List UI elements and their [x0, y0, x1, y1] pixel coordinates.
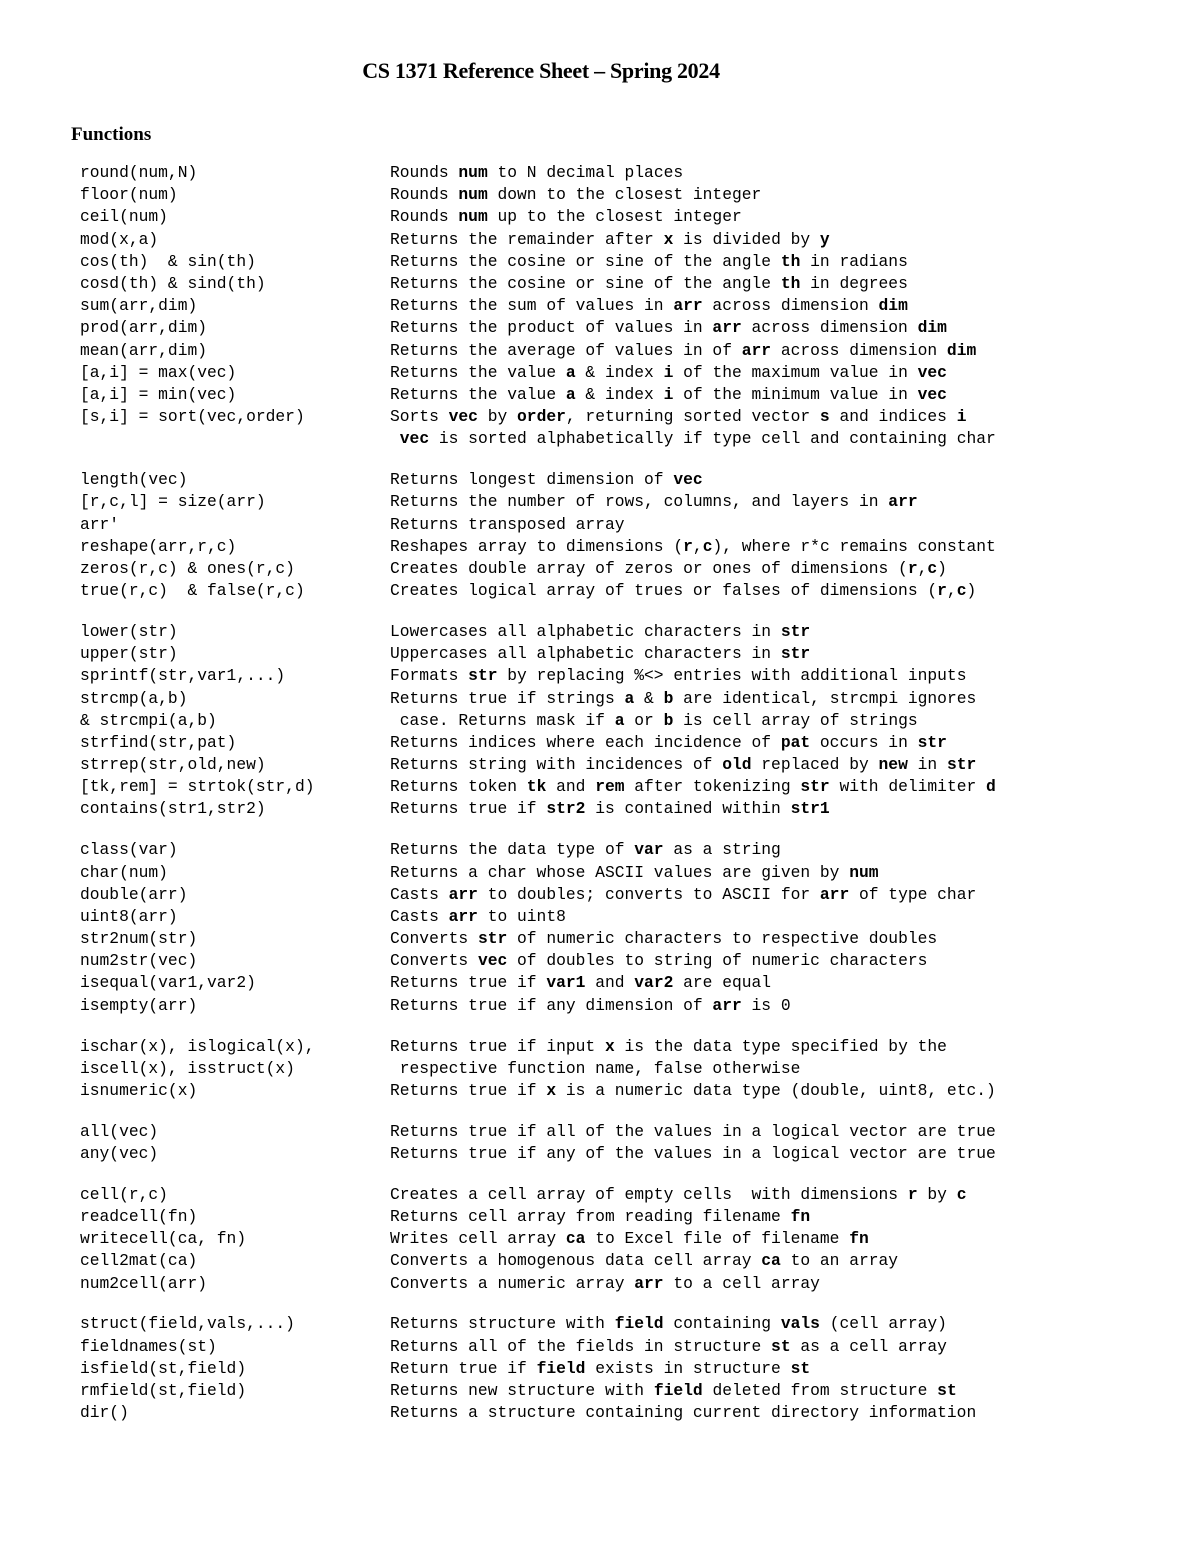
function-row — [80, 1250, 1160, 1272]
function-signature: cell(r,c) — [80, 1184, 168, 1204]
function-signature: dir() — [80, 1403, 129, 1423]
function-signature: any(vec) — [80, 1143, 159, 1163]
function-description: Lowercases all alphabetic characters in str — [390, 621, 811, 641]
function-row — [80, 406, 1160, 428]
function-description: Returns structure with field containing vals (cell array) — [390, 1314, 947, 1334]
function-signature: sprintf(str,var1,...) — [80, 666, 286, 686]
function-row — [80, 1228, 1160, 1250]
function-signature: double(arr) — [80, 884, 188, 904]
function-signature: zeros(r,c) & ones(r,c) — [80, 558, 295, 578]
function-signature: isfield(st,field) — [80, 1358, 247, 1378]
function-row — [80, 514, 1160, 536]
function-row — [80, 839, 1160, 861]
function-row — [80, 1058, 1160, 1080]
function-signature: rmfield(st,field) — [80, 1381, 247, 1400]
function-description: Returns the data type of var as a string — [390, 840, 781, 860]
function-description: Rounds num down to the closest integer — [390, 185, 762, 205]
function-row — [80, 1273, 1160, 1295]
function-description: Returns a structure containing current directory information — [390, 1403, 977, 1423]
function-row — [80, 710, 1160, 732]
function-signature: strrep(str,old,new) — [80, 755, 266, 775]
function-row — [80, 972, 1160, 994]
function-row — [80, 1080, 1160, 1102]
function-list — [80, 162, 1160, 1424]
function-signature: isequal(var1,var2) — [80, 973, 256, 993]
function-description: Creates logical array of trues or falses of dimensions (r,c) — [390, 581, 977, 601]
function-row — [80, 273, 1160, 295]
function-row — [80, 469, 1160, 491]
function-signature: contains(str1,str2) — [80, 799, 266, 819]
function-description: Writes cell array ca to Excel file of filename fn — [390, 1229, 869, 1249]
function-signature: fieldnames(st) — [80, 1336, 217, 1356]
function-signature: isnumeric(x) — [80, 1080, 198, 1100]
function-row — [80, 688, 1160, 710]
function-signature: cell2mat(ca) — [80, 1251, 198, 1271]
function-description: Casts arr to uint8 — [390, 906, 566, 926]
function-signature: uint8(arr) — [80, 906, 178, 926]
function-row — [80, 906, 1160, 928]
function-description: Returns indices where each incidence of pat occurs in str — [390, 732, 947, 752]
function-description: Returns the product of values in arr across dimension dim — [390, 318, 947, 338]
function-row — [80, 665, 1160, 687]
function-description: Uppercases all alphabetic characters in str — [390, 644, 811, 664]
function-description: Returns transposed array — [390, 514, 625, 534]
function-description: Returns true if x is a numeric data type (double, uint8, etc.) — [390, 1080, 996, 1100]
function-signature: [tk,rem] = strtok(str,d) — [80, 777, 315, 797]
function-signature: ischar(x), islogical(x), — [80, 1036, 315, 1056]
function-description: Casts arr to doubles; converts to ASCII for arr of type char — [390, 884, 977, 904]
function-signature: upper(str) — [80, 644, 178, 664]
function-description: Returns true if any of the values in a logical vector are true — [390, 1143, 996, 1163]
function-signature: iscell(x), isstruct(x) — [80, 1058, 295, 1078]
function-description: Formats str by replacing %<> entries with additional inputs — [390, 666, 967, 686]
function-description: Creates double array of zeros or ones of dimensions (r,c) — [390, 558, 947, 578]
function-signature: lower(str) — [80, 621, 178, 641]
function-row — [80, 428, 1160, 450]
function-row — [80, 340, 1160, 362]
function-signature: true(r,c) & false(r,c) — [80, 581, 305, 601]
function-description: Converts a homogenous data cell array ca to an array — [390, 1251, 899, 1271]
function-signature: strfind(str,pat) — [80, 732, 237, 752]
function-signature: strcmp(a,b) — [80, 688, 188, 708]
function-description: Reshapes array to dimensions (r,c), where r*c remains constant — [390, 536, 996, 556]
function-row — [80, 643, 1160, 665]
function-signature: floor(num) — [80, 185, 178, 205]
function-signature — [80, 428, 390, 450]
function-row — [80, 1313, 1160, 1335]
function-description: Returns longest dimension of vec — [390, 470, 703, 490]
function-description: Rounds num to N decimal places — [390, 163, 684, 182]
function-row — [80, 1143, 1160, 1165]
function-row — [80, 1358, 1160, 1380]
function-signature: mod(x,a) — [80, 229, 159, 249]
function-description: Returns true if any dimension of arr is 0 — [390, 995, 791, 1015]
function-row — [80, 621, 1160, 643]
function-signature: all(vec) — [80, 1121, 159, 1141]
function-signature: num2str(vec) — [80, 951, 198, 971]
function-signature: & strcmpi(a,b) — [80, 710, 217, 730]
function-description: Returns a char whose ASCII values are given by num — [390, 862, 879, 882]
function-description: Returns the value a & index i of the maximum value in vec — [390, 362, 947, 382]
function-signature: length(vec) — [80, 470, 188, 490]
function-row — [80, 295, 1160, 317]
function-description: Returns string with incidences of old replaced by new in str — [390, 755, 977, 775]
function-row — [80, 580, 1160, 602]
function-row — [80, 1336, 1160, 1358]
function-description: Converts a numeric array arr to a cell array — [390, 1273, 820, 1293]
function-description: Converts str of numeric characters to respective doubles — [390, 929, 938, 949]
function-row — [80, 1380, 1160, 1402]
function-description: Converts vec of doubles to string of numeric characters — [390, 951, 928, 971]
function-description: Returns all of the fields in structure st as a cell array — [390, 1336, 947, 1356]
function-description: Returns the value a & index i of the minimum value in vec — [390, 384, 947, 404]
function-description: vec is sorted alphabetically if type cell and containing char — [399, 429, 996, 449]
function-row — [80, 536, 1160, 558]
function-description: Returns token tk and rem after tokenizing str with delimiter d — [390, 777, 996, 797]
function-signature: [a,i] = max(vec) — [80, 362, 237, 382]
function-description: Returns true if str2 is contained within str1 — [390, 799, 830, 819]
function-signature: struct(field,vals,...) — [80, 1314, 295, 1334]
function-signature: [r,c,l] = size(arr) — [80, 492, 266, 512]
function-row — [80, 884, 1160, 906]
function-description: Returns new structure with field deleted from structure st — [390, 1381, 957, 1400]
function-description: Rounds num up to the closest integer — [390, 207, 742, 227]
function-description: respective function name, false otherwise — [390, 1058, 801, 1078]
function-signature: [a,i] = min(vec) — [80, 384, 237, 404]
function-description: Returns cell array from reading filename fn — [390, 1207, 811, 1226]
function-signature: sum(arr,dim) — [80, 296, 198, 316]
function-description: Returns true if var1 and var2 are equal — [390, 973, 772, 993]
function-signature: reshape(arr,r,c) — [80, 536, 237, 556]
function-description: Returns true if strings a & b are identical, strcmpi ignores — [390, 688, 977, 708]
function-row — [80, 1206, 1160, 1228]
function-row — [80, 1036, 1160, 1058]
function-row — [80, 362, 1160, 384]
function-signature: isempty(arr) — [80, 995, 198, 1015]
function-description: Returns the number of rows, columns, and layers in arr — [390, 492, 918, 512]
section-heading: Functions — [71, 124, 152, 145]
function-signature: str2num(str) — [80, 929, 198, 949]
function-row — [80, 229, 1160, 251]
function-row — [80, 732, 1160, 754]
function-signature: arr' — [80, 514, 120, 534]
function-description: case. Returns mask if a or b is cell array of strings — [390, 710, 918, 730]
function-row — [80, 995, 1160, 1017]
function-description: Return true if field exists in structure st — [390, 1358, 811, 1378]
function-signature: round(num,N) — [80, 163, 198, 182]
function-row — [80, 317, 1160, 339]
function-row — [80, 384, 1160, 406]
function-signature: mean(arr,dim) — [80, 340, 208, 360]
function-row — [80, 184, 1160, 206]
function-description: Returns the cosine or sine of the angle th in degrees — [390, 273, 908, 293]
function-signature: ceil(num) — [80, 207, 168, 227]
function-signature: readcell(fn) — [80, 1207, 198, 1226]
function-row — [80, 862, 1160, 884]
function-row — [80, 950, 1160, 972]
function-row — [80, 776, 1160, 798]
function-row — [80, 206, 1160, 228]
function-description: Creates a cell array of empty cells with dimensions r by c — [390, 1184, 967, 1204]
function-description: Returns true if all of the values in a logical vector are true — [390, 1121, 996, 1141]
function-description: Returns the average of values in of arr across dimension dim — [390, 340, 977, 360]
function-row — [80, 928, 1160, 950]
function-signature: char(num) — [80, 862, 168, 882]
function-signature: [s,i] = sort(vec,order) — [80, 407, 305, 427]
function-row — [80, 491, 1160, 513]
function-row — [80, 251, 1160, 273]
function-description: Returns the sum of values in arr across dimension dim — [390, 296, 908, 316]
function-signature: class(var) — [80, 840, 178, 860]
function-row — [80, 754, 1160, 776]
function-signature: num2cell(arr) — [80, 1273, 208, 1293]
function-row — [80, 1121, 1160, 1143]
function-signature: cos(th) & sin(th) — [80, 251, 256, 271]
function-row — [80, 1184, 1160, 1206]
function-signature: writecell(ca, fn) — [80, 1229, 247, 1249]
function-description: Returns the cosine or sine of the angle th in radians — [390, 251, 908, 271]
function-description: Returns the remainder after x is divided by y — [390, 229, 830, 249]
function-row — [80, 162, 1160, 184]
function-description: Sorts vec by order, returning sorted vector s and indices i — [390, 407, 967, 427]
function-description: Returns true if input x is the data type specified by the — [390, 1036, 947, 1056]
function-row — [80, 798, 1160, 820]
function-signature: cosd(th) & sind(th) — [80, 273, 266, 293]
function-row — [80, 1402, 1160, 1424]
page-title: CS 1371 Reference Sheet – Spring 2024 — [362, 58, 720, 83]
function-row — [80, 558, 1160, 580]
function-signature: prod(arr,dim) — [80, 318, 208, 338]
